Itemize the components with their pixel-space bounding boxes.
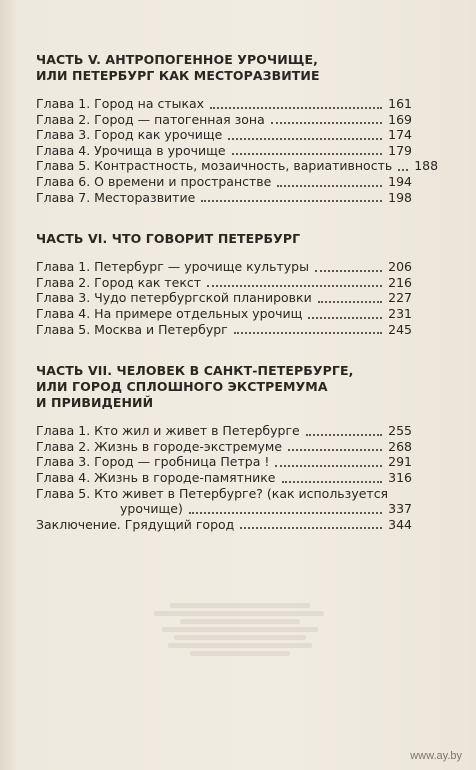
entry-label: Глава 4. На примере отдельных урочищ [36, 305, 303, 321]
toc-entry [36, 174, 412, 190]
leader-dots [275, 465, 382, 467]
entry-page: 337 [388, 501, 412, 517]
entry-label: Глава 5. Москва и Петербург [36, 321, 228, 337]
leader-dots [210, 107, 382, 109]
part-title-line: ЧАСТЬ V. АНТРОПОГЕННОЕ УРОЧИЩЕ, [36, 52, 318, 67]
toc-entry [36, 158, 439, 174]
table-of-contents [36, 52, 439, 558]
entry-page: 194 [388, 173, 412, 189]
part-title [36, 52, 412, 84]
entry-page: 231 [388, 305, 412, 321]
entry-page: 198 [388, 189, 412, 205]
toc-entry [36, 454, 412, 470]
toc-entry [36, 112, 412, 128]
entry-label: Глава 7. Месторазвитие [36, 189, 196, 205]
part-title [36, 231, 412, 247]
entry-page: 227 [388, 290, 412, 306]
entry-label: Глава 2. Город — патогенная зона [36, 111, 265, 127]
leader-dots [315, 270, 382, 272]
entry-label: Глава 5. Контрастность, мозаичность, вариативность [36, 158, 393, 174]
entry-label: Глава 1. Кто жил и живет в Петербурге [36, 423, 300, 439]
toc-entry [36, 275, 412, 291]
entry-label: Глава 1. Петербург — урочище культуры [36, 259, 309, 275]
entry-label: Глава 4. Жизнь в городе-памятнике [36, 469, 276, 485]
part-vi [36, 231, 412, 337]
entry-label: Глава 4. Урочища в урочище [36, 142, 226, 158]
entry-label: Глава 3. Город как урочище [36, 127, 223, 143]
entry-label: Глава 3. Чудо петербургской планировки [36, 290, 312, 306]
leader-dots [288, 449, 382, 451]
entry-page: 268 [388, 438, 412, 454]
leader-dots [308, 317, 382, 319]
entry-page: 161 [388, 96, 412, 111]
entry-page: 291 [388, 454, 412, 470]
entry-page: 344 [388, 516, 412, 532]
toc-entry [36, 259, 412, 275]
toc-entry [36, 322, 412, 338]
toc-entry [36, 96, 412, 112]
leader-dots [234, 332, 382, 334]
entry-page: 188 [414, 158, 439, 174]
part-title [36, 363, 412, 411]
entry-label: Глава 6. О времени и пространстве [36, 173, 272, 189]
toc-entry [36, 290, 412, 306]
leader-dots [398, 169, 408, 171]
watermark: www.ay.by [410, 750, 462, 762]
entry-page: 245 [388, 321, 412, 337]
toc-entry [36, 470, 412, 486]
leader-dots [240, 527, 382, 529]
leader-dots [282, 481, 382, 483]
toc-entry [36, 439, 412, 455]
part-vii [36, 363, 412, 532]
part-v [36, 52, 439, 205]
entry-page: 174 [388, 127, 412, 143]
part-title-line: И ПРИВИДЕНИЙ [36, 395, 154, 411]
entry-page: 255 [388, 423, 412, 439]
leader-dots [277, 185, 382, 187]
leader-dots [232, 153, 382, 155]
toc-entry [36, 127, 412, 143]
entry-page: 206 [388, 259, 412, 275]
entry-page: 316 [388, 469, 412, 485]
entry-page: 169 [388, 111, 412, 127]
leader-dots [271, 122, 382, 124]
part-title-line: ИЛИ ГОРОД СПЛОШНОГО ЭКСТРЕМУМА [36, 379, 328, 395]
entry-label: Глава 3. Город — гробница Петра ! [36, 454, 270, 470]
entry-label: Заключение. Грядущий город [36, 516, 235, 532]
show-through-text [140, 600, 340, 680]
leader-dots [318, 301, 382, 303]
toc-entry [36, 190, 412, 206]
toc-entry [36, 306, 412, 322]
entry-label: Глава 2. Город как текст [36, 274, 202, 290]
entry-page: 179 [388, 142, 412, 158]
toc-entry [36, 423, 412, 439]
entry-label: Глава 1. Город на стыках [36, 96, 205, 111]
entry-page: 216 [388, 274, 412, 290]
leader-dots [189, 512, 382, 514]
part-title-line: ЧАСТЬ VII. ЧЕЛОВЕК В САНКТ-ПЕТЕРБУРГЕ, [36, 363, 354, 379]
leader-dots [306, 434, 382, 436]
entry-label: Глава 5. Кто живет в Петербурге? (как используется [36, 485, 389, 501]
toc-entry-continuation [36, 501, 412, 517]
entry-label-continuation: урочище) [120, 501, 183, 517]
leader-dots [201, 200, 382, 202]
toc-entry [36, 486, 412, 502]
toc-entry [36, 517, 412, 533]
leader-dots [207, 285, 382, 287]
toc-entry [36, 143, 412, 159]
leader-dots [228, 138, 382, 140]
part-title-line: ИЛИ ПЕТЕРБУРГ КАК МЕСТОРАЗВИТИЕ [36, 68, 320, 83]
entry-label: Глава 2. Жизнь в городе-экстремуме [36, 438, 283, 454]
part-title-line: ЧАСТЬ VI. ЧТО ГОВОРИТ ПЕТЕРБУРГ [36, 231, 301, 247]
